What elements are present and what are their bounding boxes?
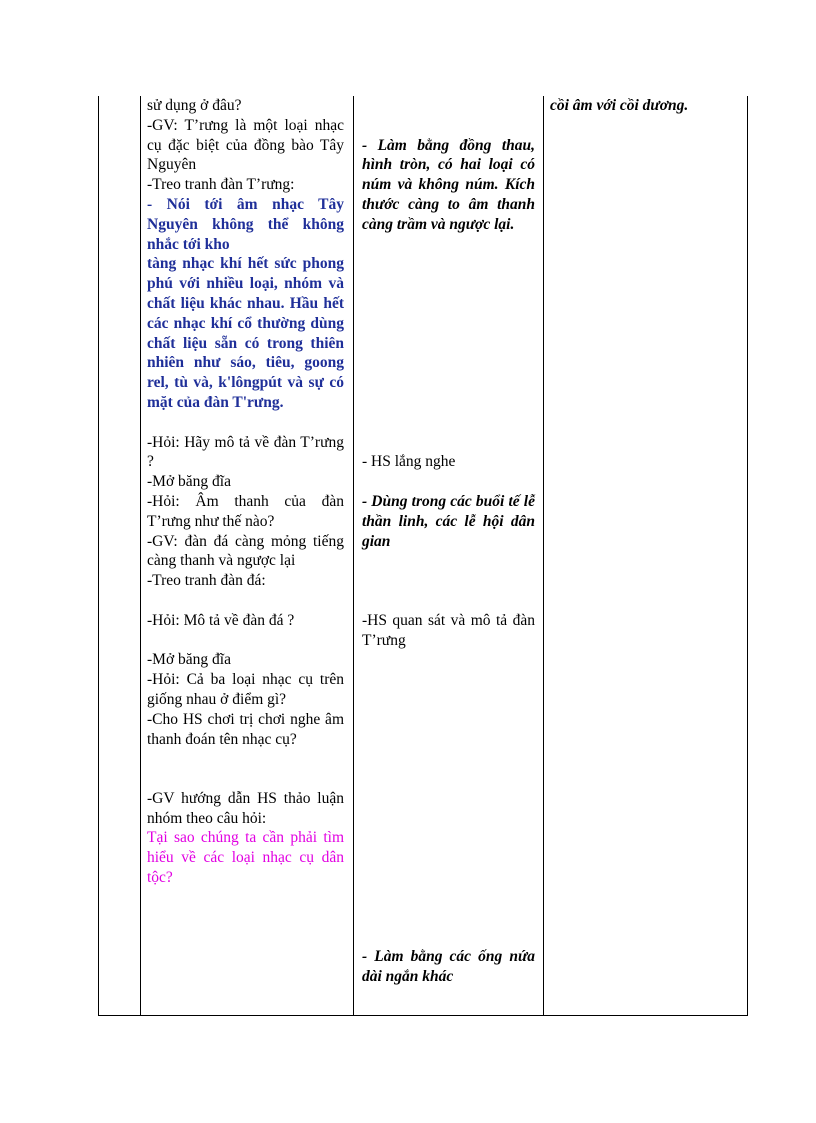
answer-text: - Dùng trong các buổi tế lễ thần linh, các lễ hội dân gian <box>362 492 535 550</box>
text-line: -HS quan sát và mô tả đàn T’rưng <box>362 611 535 649</box>
answer-text: - Làm bằng đồng thau, hình tròn, có hai loại có núm và không núm. Kích thước càng to âm thanh càng trầm và ngược lại. <box>362 136 535 233</box>
teacher-activity-column <box>147 96 344 888</box>
highlight-text: tàng nhạc khí hết sức phong phú với nhiều loại, nhóm và chất liệu khác nhau. Hầu hết các nhạc khí cổ thường dùng chất liệu sẵn có trong thiên nhiên như sáo, tiêu, goong rel, tù và, k'lôngpút và sự có mặt của đàn T'rưng. <box>147 255 344 411</box>
text-line: -Hỏi: Cả ba loại nhạc cụ trên giống nhau ở điểm gì? <box>147 671 344 708</box>
student-activity-column <box>362 96 535 987</box>
text-line: -Mở băng đĩa <box>147 651 231 669</box>
discussion-question: Tại sao chúng ta cần phải tìm hiểu về các loại nhạc cụ dân tộc? <box>147 829 344 887</box>
text-line: -Mở băng đĩa <box>147 473 231 491</box>
column-divider <box>353 96 354 1016</box>
text-line: -Hỏi: Hãy mô tả về đàn T’rưng ? <box>147 433 344 471</box>
answer-text: - Làm bằng các ống nứa dài ngắn khác <box>362 948 535 986</box>
table-border-right <box>747 96 748 1016</box>
table-border-left <box>98 96 99 1016</box>
text-line: -Hỏi: Mô tả về đàn đá ? <box>147 611 295 629</box>
extra-column <box>550 96 740 116</box>
column-divider <box>140 96 141 1016</box>
text-line: -Hỏi: Âm thanh của đàn T’rưng như thế nào? <box>147 492 344 530</box>
column-divider <box>543 96 544 1016</box>
text-line: -Cho HS chơi trị chơi nghe âm thanh đoán tên nhạc cụ? <box>147 710 344 748</box>
text-line: - HS lắng nghe <box>362 453 456 471</box>
text-line: -Treo tranh đàn đá: <box>147 572 266 590</box>
text-line: -GV: đàn đá càng mỏng tiếng càng thanh và ngược lại <box>147 532 344 570</box>
answer-text: cồi âm với cồi dương. <box>550 97 689 114</box>
text-line: -GV hướng dẫn HS thảo luận nhóm theo câu hỏi: <box>147 789 344 827</box>
table-border-bottom <box>98 1015 748 1016</box>
text-line: sử dụng ở đâu? <box>147 97 242 114</box>
text-line: -Treo tranh đàn T’rưng: <box>147 176 295 194</box>
highlight-text: - Nói tới âm nhạc Tây Nguyên không thể không nhắc tới kho <box>147 195 344 253</box>
text-line: -GV: T’rưng là một loại nhạc cụ đặc biệt của đồng bào Tây Nguyên <box>147 116 344 174</box>
lesson-table <box>98 96 748 1016</box>
